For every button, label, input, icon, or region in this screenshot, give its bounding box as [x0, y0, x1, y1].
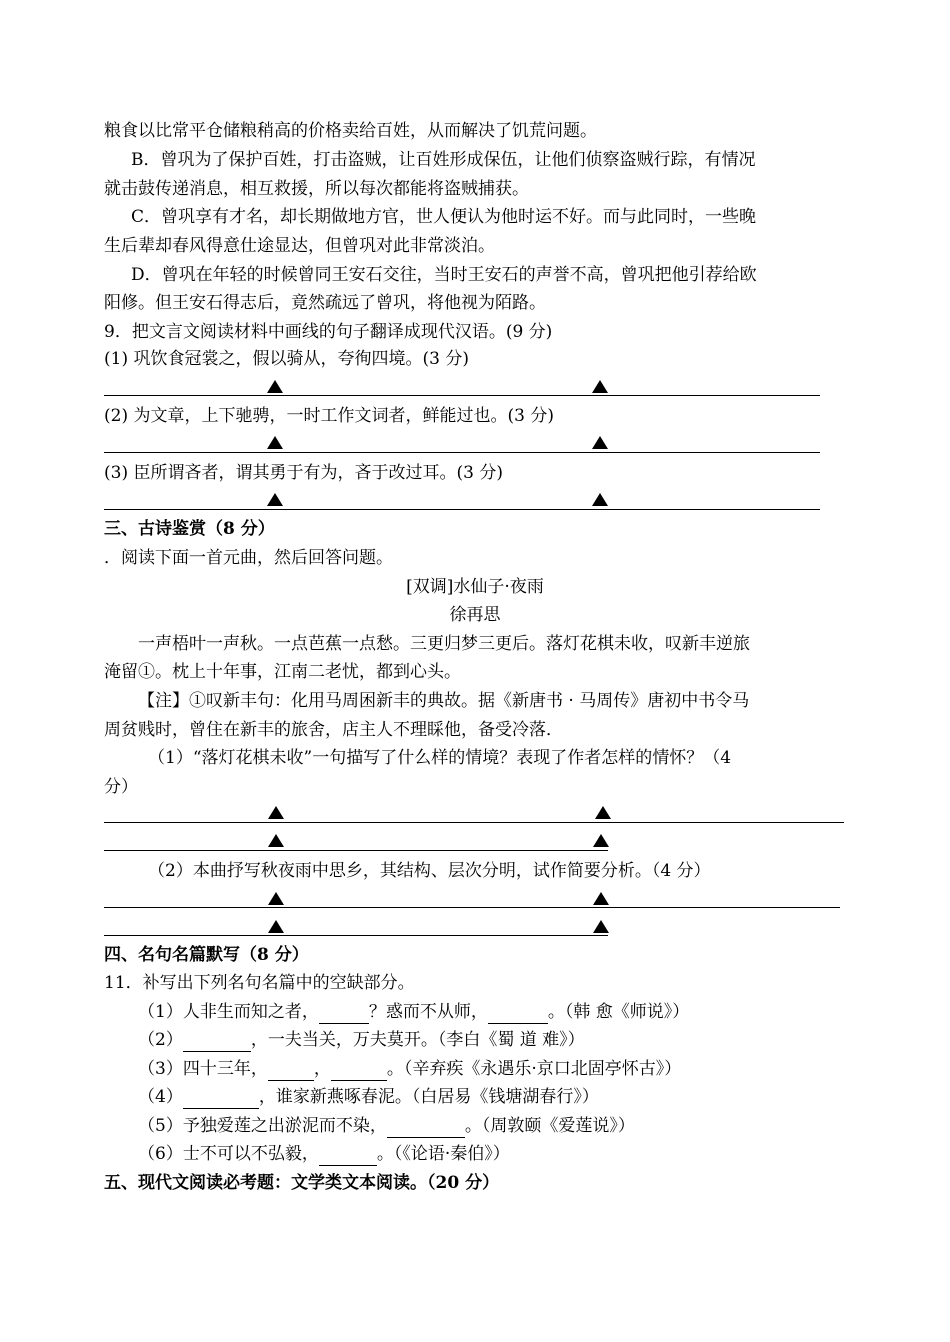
- question-11: 11．补写出下列名句名篇中的空缺部分。: [104, 973, 415, 993]
- option-b-line2: 就击鼓传递消息，相互救援，所以每次都能将盗贼捕获。: [104, 179, 529, 199]
- answer-marker-icon: [267, 436, 283, 449]
- answer-marker-icon: [268, 920, 284, 933]
- answer-line[interactable]: [104, 822, 844, 823]
- answer-line[interactable]: [104, 935, 608, 936]
- answer-marker-icon: [268, 806, 284, 819]
- question-2: （2）本曲抒写秋夜雨中思乡，其结构、层次分明，试作简要分析。（4 分）: [148, 861, 711, 881]
- answer-marker-icon: [592, 436, 608, 449]
- option-b-line1: B．曾巩为了保护百姓，打击盗贼，让百姓形成保伍，让他们侦察盗贼行踪，有情况: [131, 150, 756, 170]
- answer-marker-icon: [593, 834, 609, 847]
- answer-line[interactable]: [104, 452, 820, 453]
- section3-heading: 三、古诗鉴赏（8 分）: [104, 519, 275, 539]
- answer-marker-icon: [267, 493, 283, 506]
- fill-blank[interactable]: [319, 1001, 369, 1024]
- fill-blank[interactable]: [488, 1001, 548, 1024]
- q9-title: 9．把文言文阅读材料中画线的句子翻译成现代汉语。(9 分): [104, 322, 553, 342]
- section4-heading: 四、名句名篇默写（8 分）: [104, 945, 309, 965]
- option-d-line1: D．曾巩在年轻的时候曾同王安石交往，当时王安石的声誉不高，曾巩把他引荐给欧: [131, 265, 757, 285]
- fill-item-2: （2） ，一夫当关，万夫莫开。（李白《蜀 道 难》）: [138, 1030, 585, 1050]
- question-1-line-2: 分）: [104, 777, 138, 797]
- q9-sentence-1: (1) 巩饮食冠裳之，假以骑从，夸徇四境。(3 分): [104, 349, 469, 369]
- fill-blank[interactable]: [387, 1115, 465, 1138]
- option-c-line2: 生后辈却春风得意仕途显达，但曾巩对此非常淡泊。: [104, 236, 495, 256]
- answer-line[interactable]: [104, 850, 608, 851]
- fill-item-5: （5）予独爱莲之出淤泥而不染， 。（周敦颐《爱莲说》）: [138, 1116, 635, 1136]
- answer-marker-icon: [592, 493, 608, 506]
- fill-item-6: （6）士不可以不弘毅， 。（《论语·秦伯》）: [138, 1144, 510, 1164]
- answer-marker-icon: [595, 806, 611, 819]
- answer-line[interactable]: [104, 509, 820, 510]
- fill-item-1: （1）人非生而知之者， ？惑而不从师， 。（韩 愈《师说》）: [138, 1002, 690, 1022]
- poem-line-1: 一声梧叶一声秋。一点芭蕉一点愁。三更归梦三更后。落灯花棋未收，叹新丰逆旅: [138, 634, 750, 654]
- fill-item-4: （4） ，谁家新燕啄春泥。（白居易《钱塘湖春行》）: [138, 1087, 599, 1107]
- answer-marker-icon: [593, 920, 609, 933]
- answer-line[interactable]: [104, 907, 840, 908]
- fill-blank[interactable]: [331, 1058, 387, 1081]
- option-a-tail: 粮食以比常平仓储粮稍高的价格卖给百姓，从而解决了饥荒问题。: [104, 121, 597, 141]
- answer-marker-icon: [593, 892, 609, 905]
- fill-blank[interactable]: [183, 1029, 251, 1052]
- fill-blank[interactable]: [268, 1058, 314, 1081]
- q9-sentence-2: (2) 为文章，上下驰骋，一时工作文词者，鲜能过也。(3 分): [104, 406, 554, 426]
- answer-marker-icon: [268, 834, 284, 847]
- answer-marker-icon: [267, 380, 283, 393]
- poem-title: [双调]水仙子·夜雨: [406, 577, 544, 597]
- poem-line-2: 淹留①。枕上十年事，江南二老忧，都到心头。: [104, 662, 461, 682]
- note-line-2: 周贫贱时，曾住在新丰的旅舍，店主人不理睬他，备受冷落．: [104, 720, 563, 740]
- option-c-line1: C．曾巩享有才名，却长期做地方官，世人便认为他时运不好。而与此同时，一些晚: [131, 207, 757, 227]
- note-line-1: 【注】①叹新丰句：化用马周困新丰的典故。据《新唐书 · 马周传》唐初中书令马: [138, 691, 750, 711]
- option-d-line2: 阳修。但王安石得志后，竟然疏远了曾巩，将他视为陌路。: [104, 293, 546, 313]
- section5-heading: 五、现代文阅读必考题：文学类文本阅读。（20 分）: [104, 1173, 500, 1193]
- answer-marker-icon: [592, 380, 608, 393]
- fill-item-3: （3）四十三年， ， 。（辛弃疾《永遇乐·京口北固亭怀古》）: [138, 1059, 682, 1079]
- answer-line[interactable]: [104, 395, 820, 396]
- section3-intro: ．阅读下面一首元曲，然后回答问题。: [104, 548, 393, 568]
- question-1-line-1: （1）“落灯花棋未收”一句描写了什么样的情境？表现了作者怎样的情怀？（4: [148, 748, 732, 768]
- q9-sentence-3: (3) 臣所谓吝者，谓其勇于有为，吝于改过耳。(3 分): [104, 463, 503, 483]
- fill-blank[interactable]: [319, 1143, 377, 1166]
- fill-blank[interactable]: [183, 1086, 259, 1109]
- poem-author: 徐再思: [449, 605, 501, 625]
- answer-marker-icon: [268, 892, 284, 905]
